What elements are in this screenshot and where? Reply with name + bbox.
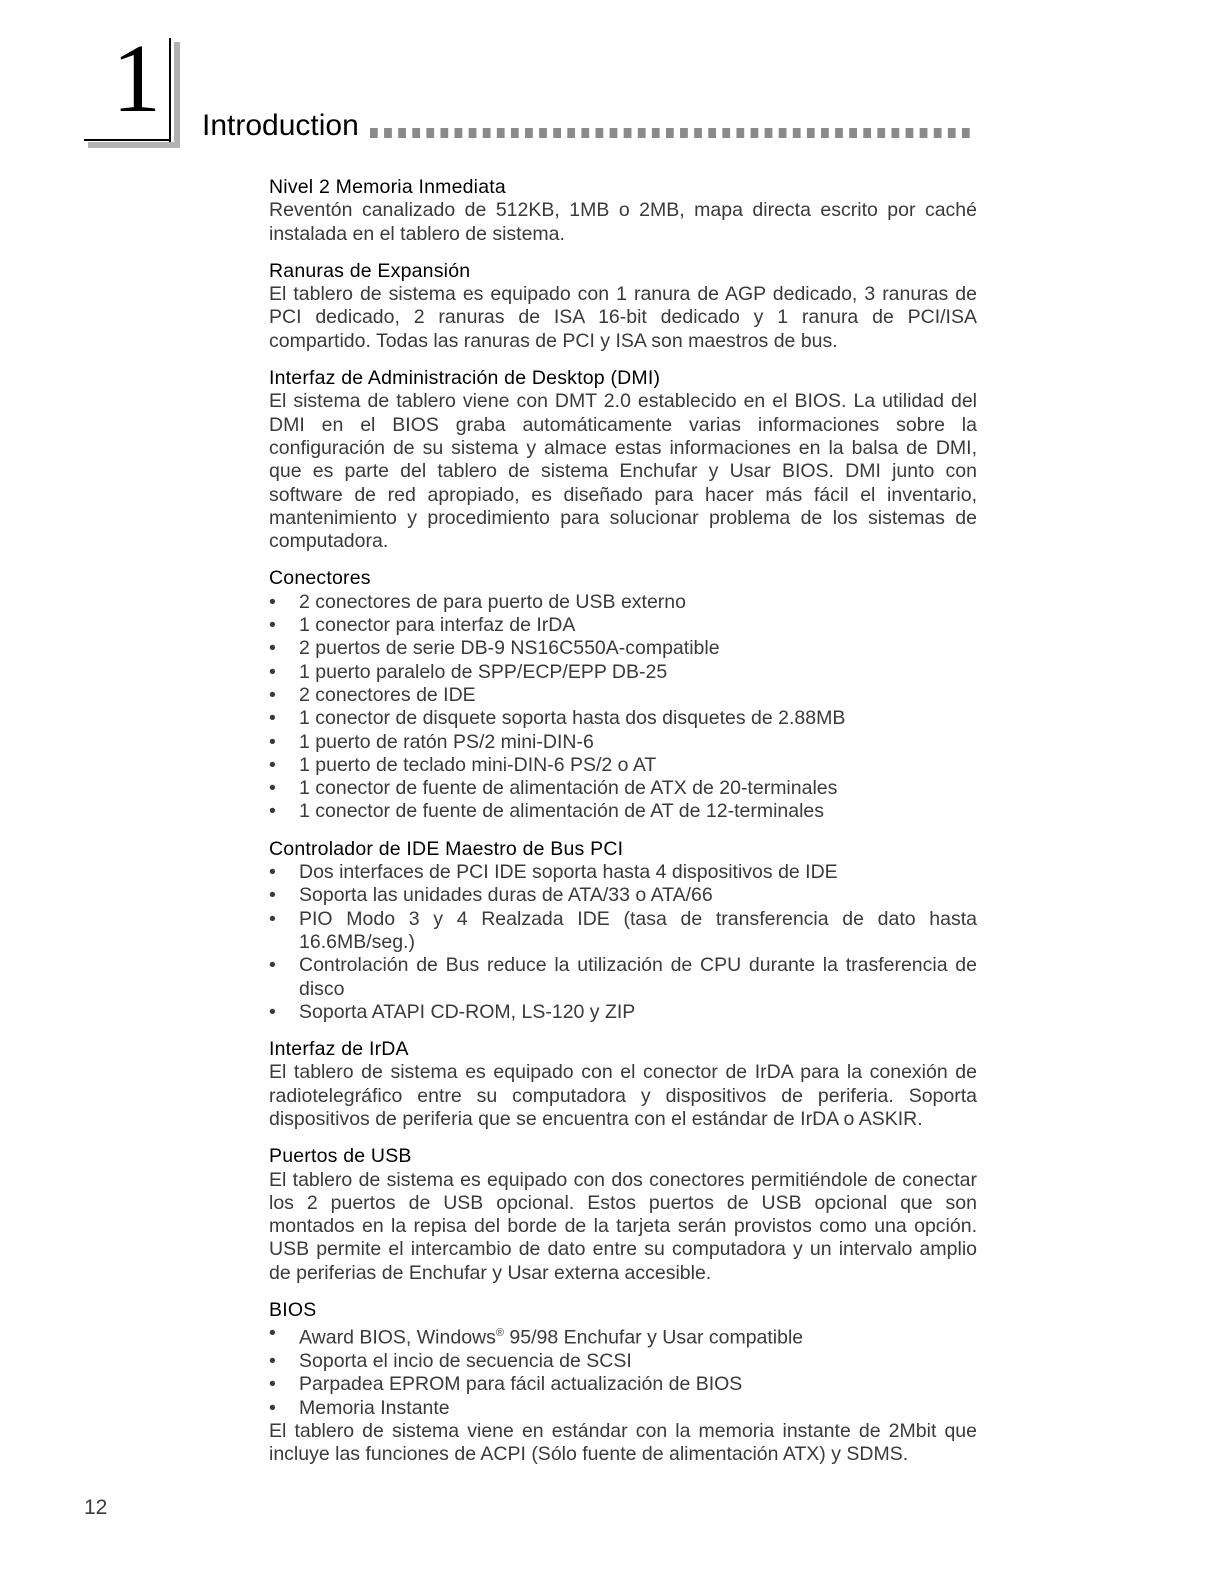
page-number: 12 [84,1496,108,1519]
list-item [269,1001,977,1024]
list-item [269,731,977,754]
bullet-icon: • [269,660,276,683]
list-item [269,754,977,777]
bullet-icon: • [269,683,276,706]
section-ranuras [269,260,977,353]
section-bios [269,1299,977,1467]
list-item-text: 1 conector de fuente de alimentación de AT de 12-terminales [299,800,825,823]
bullet-icon: • [269,884,276,907]
section-heading: Controlador de IDE Maestro de Bus PCI [269,837,624,860]
list-item [269,661,977,684]
bullet-list [269,591,977,824]
registered-mark: ® [495,1327,504,1340]
list-item [269,908,977,955]
list-item-text: Parpadea EPROM para fácil actualización de BIOS [299,1373,743,1396]
list-item-text: Soporta el incio de secuencia de SCSI [299,1350,632,1373]
list-item-text: 1 puerto de ratón PS/2 mini-DIN-6 [299,730,594,753]
list-item [269,1397,977,1420]
bullet-icon: • [269,1322,276,1345]
list-item [269,954,977,1001]
section-memoria [269,176,977,246]
list-item [269,637,977,660]
section-heading: Interfaz de IrDA [269,1038,409,1061]
list-item-text: Memoria Instante [299,1396,450,1419]
bullet-icon: • [269,614,276,637]
section-paragraph: El tablero de sistema es equipado con dos conectores permitiéndole de conectar los 2 puertos de USB opcional. Estos puertos de USB opcional que son montados en la repisa del borde de la tarjeta serán provistos como una opción. USB permite el intercambio de dato entre su computadora y un intervalo amplio de periferias de Enchufar y Usar externa accesible. [269,1168,977,1284]
bullet-icon: • [269,907,276,930]
section-heading: Nivel 2 Memoria Inmediata [269,176,506,198]
chapter-number-rule-vertical [169,38,171,142]
bullet-icon: • [269,1396,276,1419]
list-item-text: 1 conector para interfaz de IrDA [299,614,576,637]
bullet-icon: • [269,1350,276,1373]
list-item-text: 1 conector de disquete soporta hasta dos disquetes de 2.88MB [299,707,846,730]
list-item [269,1322,977,1350]
section-irda [269,1038,977,1131]
list-item-text: 2 puertos de serie DB-9 NS16C550A-compatible [299,637,720,660]
list-item [269,1350,977,1373]
section-ide [269,838,977,1024]
list-item-text: 1 puerto paralelo de SPP/ECP/EPP DB-25 [299,660,668,683]
list-item-text: 1 conector de fuente de alimentación de ATX de 20-terminales [299,777,838,800]
chapter-title: Introduction [202,109,359,142]
list-item-text: 1 puerto de teclado mini-DIN-6 PS/2 o AT [299,753,657,776]
list-item [269,884,977,907]
chapter-number: 1 [112,25,161,133]
list-item-text-part: Award BIOS, Windows [299,1326,496,1349]
section-paragraph: El tablero de sistema es equipado con el conector de IrDA para la conexión de radiotelegráfico entre su computadora y dispositivos de periferia. Soporta dispositivos de periferia que se encuentra con el estándar de IrDA o ASKIR. [269,1061,977,1130]
list-item-text: Soporta ATAPI CD-ROM, LS-120 y ZIP [299,1000,636,1023]
chapter-number-shadow-vertical [174,42,180,148]
list-item-text: Controlación de Bus reduce la utilización de CPU durante la trasferencia de disco [299,954,977,1000]
section-heading: Puertos de USB [269,1145,412,1168]
list-item [269,707,977,730]
bullet-list [269,1322,977,1420]
section-paragraph: El tablero de sistema viene en estándar con la memoria instante de 2Mbit que incluye las funciones de ACPI (Sólo fuente de alimentación ATX) y SDMS. [269,1420,977,1466]
section-heading: BIOS [269,1299,317,1322]
section-conectores [269,567,977,823]
section-paragraph: El tablero de sistema es equipado con 1 ranura de AGP dedicado, 3 ranuras de PCI dedicado, 2 ranuras de ISA 16-bit dedicado y 1 ranura de PCI/ISA compartido. Todas las ranuras de PCI y ISA son maestros de bus. [269,283,977,352]
section-paragraph: El sistema de tablero viene con DMT 2.0 establecido en el BIOS. La utilidad del DMI en el BIOS graba automáticamente varias informaciones sobre la configuración de su sistema y almace estas informaciones en la balsa de DMI, que es parte del tablero de sistema Enchufar y Usar BIOS. DMI junto con software de red apropiado, es diseñado para hacer más fácil el inventario, mantenimiento y procedimiento para solucionar problema de los sistemas de computadora. [269,390,977,553]
bullet-icon: • [269,954,276,977]
bullet-icon: • [269,590,276,613]
page-content [269,176,977,1481]
section-heading: Conectores [269,567,371,590]
bullet-icon: • [269,861,276,884]
list-item [269,614,977,637]
section-heading: Interfaz de Administración de Desktop (DMI) [269,367,661,390]
list-item [269,861,977,884]
bullet-icon: • [269,707,276,730]
list-item [269,1373,977,1396]
section-heading: Ranuras de Expansión [269,259,471,282]
bullet-icon: • [269,800,276,823]
section-paragraph: Reventón canalizado de 512KB, 1MB o 2MB, mapa directa escrito por caché instalada en el tablero de sistema. [269,199,977,245]
title-dotted-leader [370,128,976,138]
bullet-icon: • [269,777,276,800]
list-item [269,777,977,800]
bullet-icon: • [269,1373,276,1396]
list-item-text: 2 conectores de para puerto de USB externo [299,590,686,613]
section-dmi [269,367,977,553]
list-item-text: Soporta las unidades duras de ATA/33 o ATA/66 [299,884,713,907]
list-item-text: Dos interfaces de PCI IDE soporta hasta 4 dispositivos de IDE [299,861,838,884]
chapter-number-rule-horizontal [84,139,171,141]
bullet-icon: • [269,730,276,753]
bullet-icon: • [269,637,276,660]
bullet-icon: • [269,1000,276,1023]
list-item-text: PIO Modo 3 y 4 Realzada IDE (tasa de transferencia de dato hasta 16.6MB/seg.) [299,907,977,953]
list-item [269,800,977,823]
list-item [269,591,977,614]
list-item-text: 2 conectores de IDE [299,683,476,706]
list-item [269,684,977,707]
chapter-number-shadow-horizontal [88,142,180,148]
bullet-icon: • [269,753,276,776]
section-usb [269,1145,977,1285]
bullet-list [269,861,977,1024]
list-item-text-part: 95/98 Enchufar y Usar compatible [504,1326,804,1349]
